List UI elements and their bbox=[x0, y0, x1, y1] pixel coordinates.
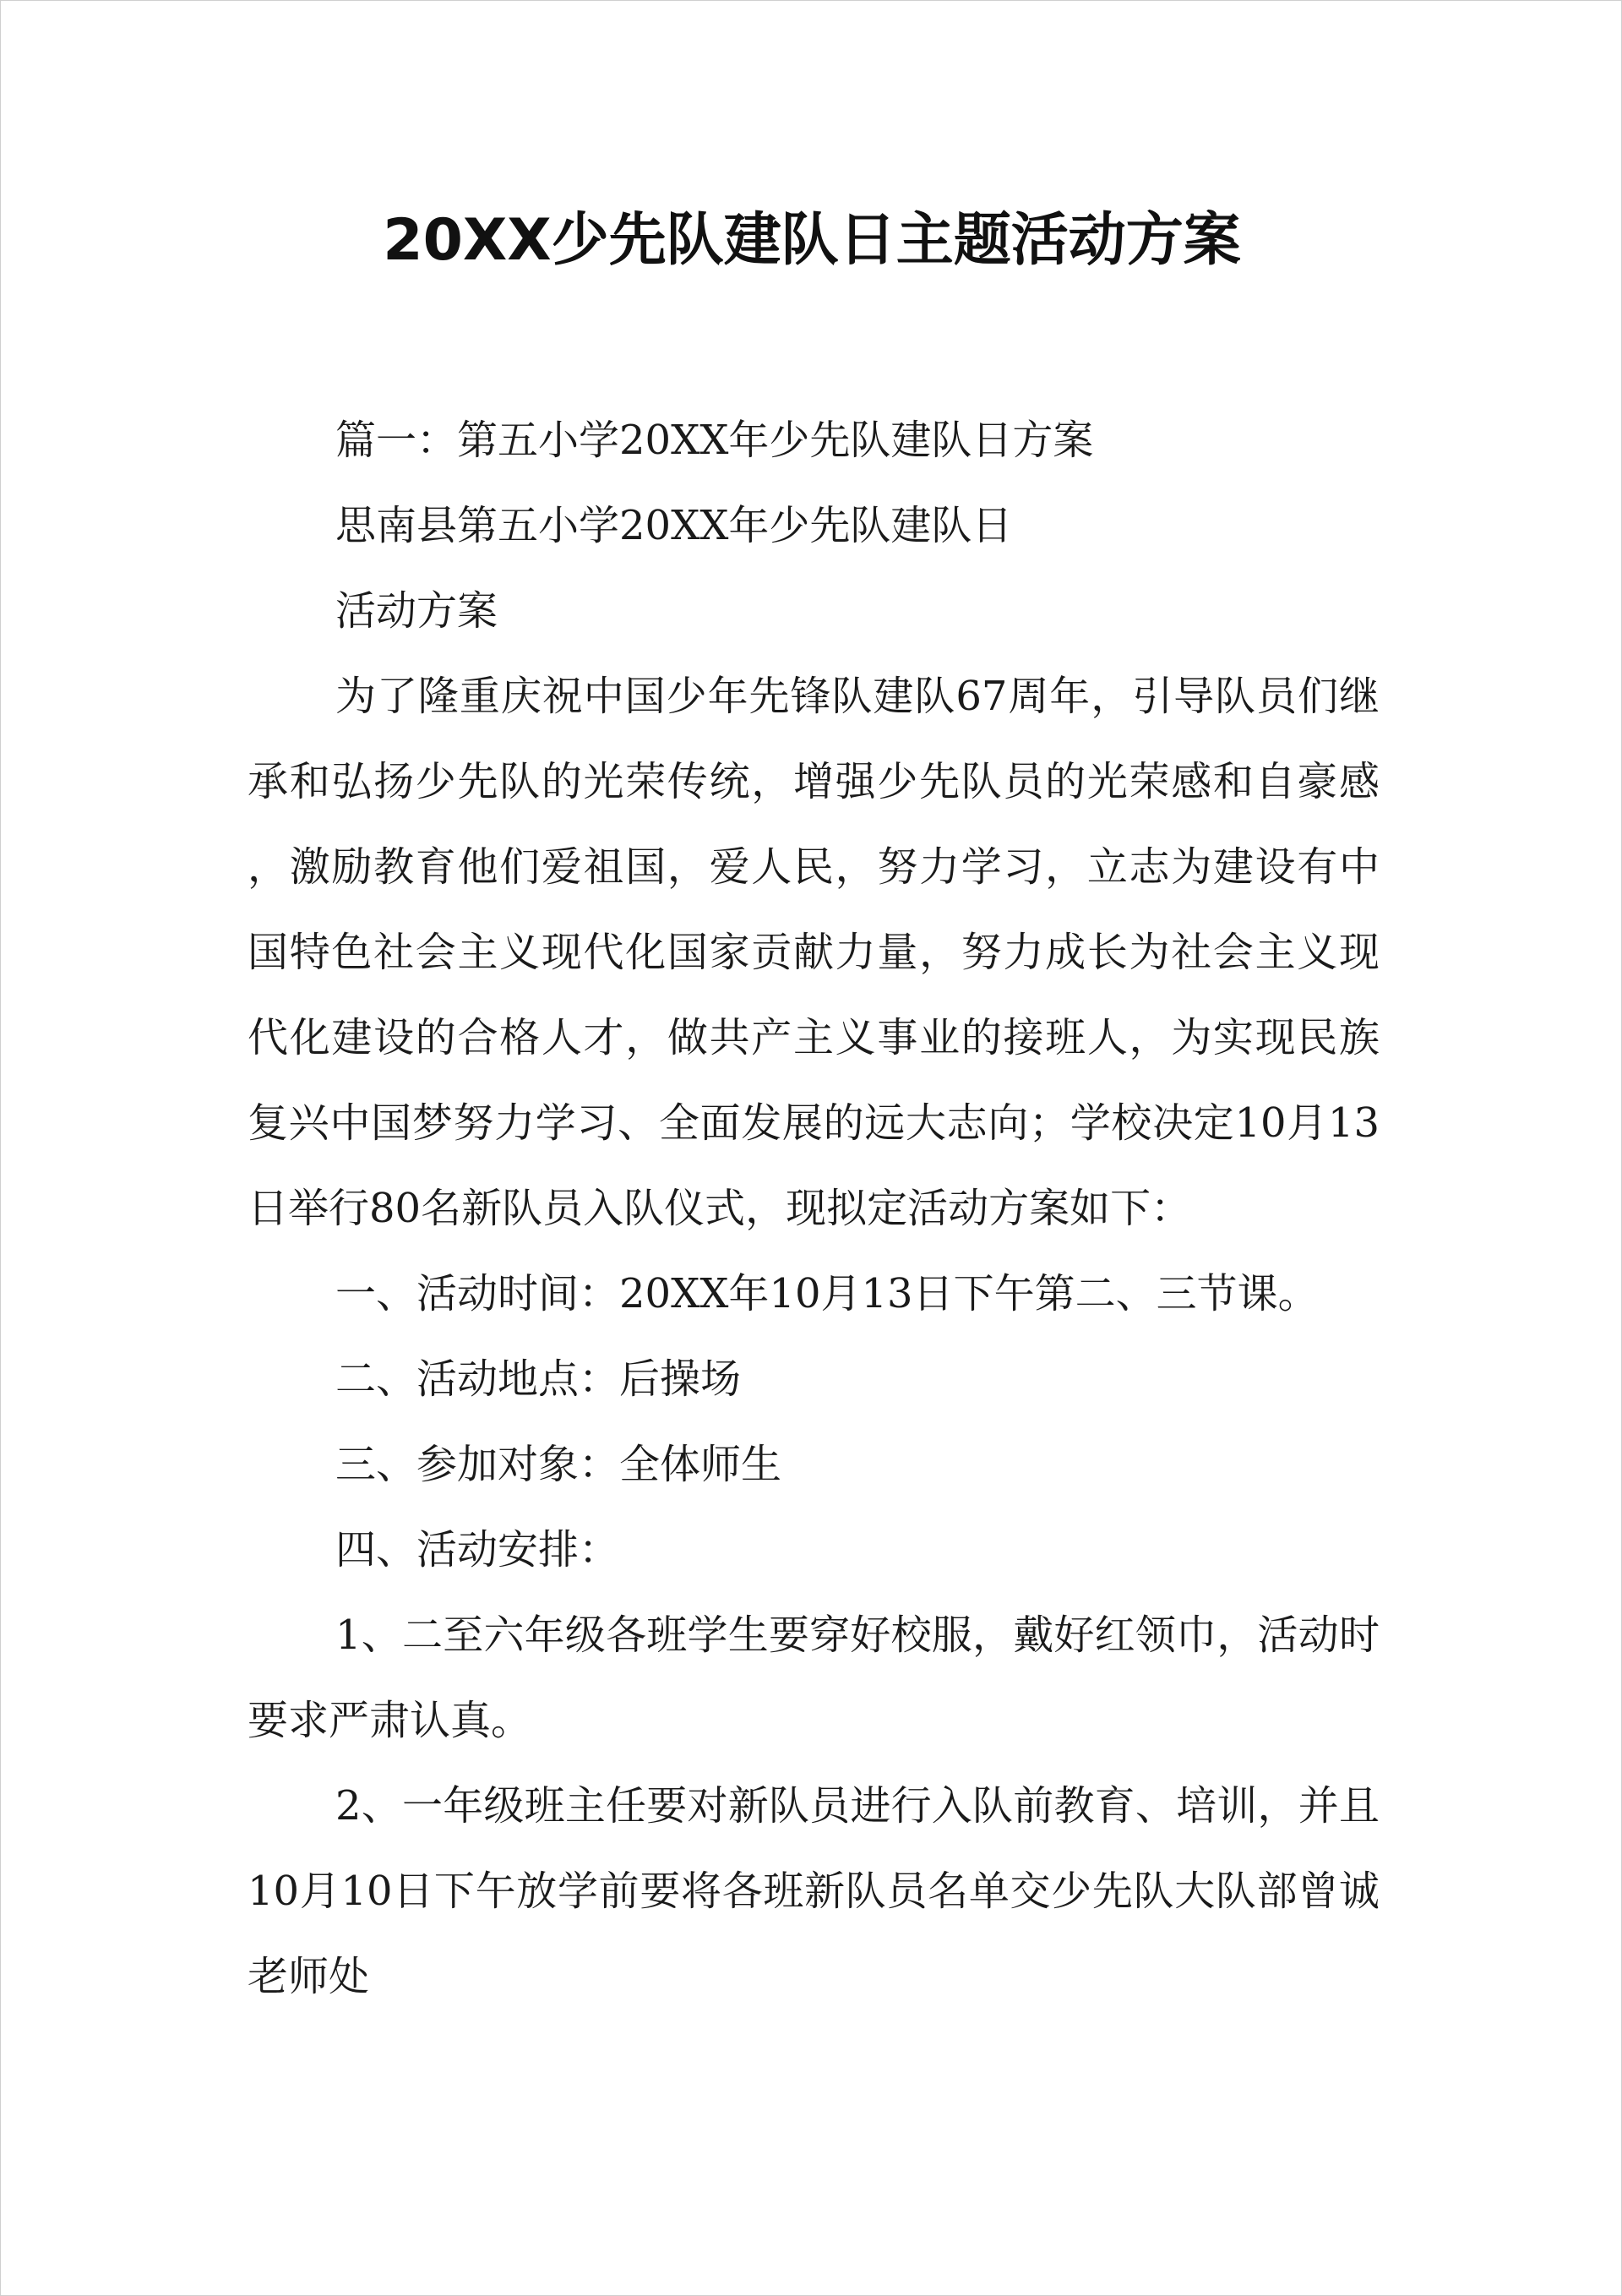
arrangement-item: 2、一年级班主任要对新队员进行入队前教育、培训，并且10月10日下午放学前要将各班新队员名单交少先队大队部曾诚老师处 bbox=[248, 1782, 1380, 2000]
document-title: 20XX少先队建队日主题活动方案 bbox=[383, 207, 1241, 274]
plan-subtitle: 思南县第五小学20XX年少先队建队日 bbox=[335, 502, 1013, 549]
intro-paragraph: 为了隆重庆祝中国少年先锋队建队67周年，引导队员们继承和弘扬少先队的光荣传统，增强少先队员的光荣感和自豪感，激励教育他们爱祖国，爱人民，努力学习，立志为建设有中国特色社会主义现代化国家贡献力量，努力成长为社会主义现代化建设的合格人才，做共产主义事业的接班人，为实现民族复兴中国梦努力学习、全面发展的远大志向；学校决定10月13日举行80名新队员入队仪式，现拟定活动方案如下： bbox=[248, 673, 1380, 1232]
plan-subtitle: 活动方案 bbox=[335, 587, 498, 635]
section-heading: 篇一：第五小学20XX年少先队建队日方案 bbox=[335, 417, 1094, 464]
activity-participants: 三、参加对象：全体师生 bbox=[335, 1441, 782, 1488]
arrangement-item: 1、二至六年级各班学生要穿好校服，戴好红领巾，活动时要求严肃认真。 bbox=[248, 1612, 1380, 1744]
activity-time: 一、活动时间：20XX年10月13日下午第二、三节课。 bbox=[335, 1270, 1319, 1317]
activity-location: 二、活动地点：后操场 bbox=[335, 1355, 742, 1403]
activity-arrangement-heading: 四、活动安排： bbox=[335, 1526, 620, 1573]
document-body bbox=[248, 398, 1380, 2020]
